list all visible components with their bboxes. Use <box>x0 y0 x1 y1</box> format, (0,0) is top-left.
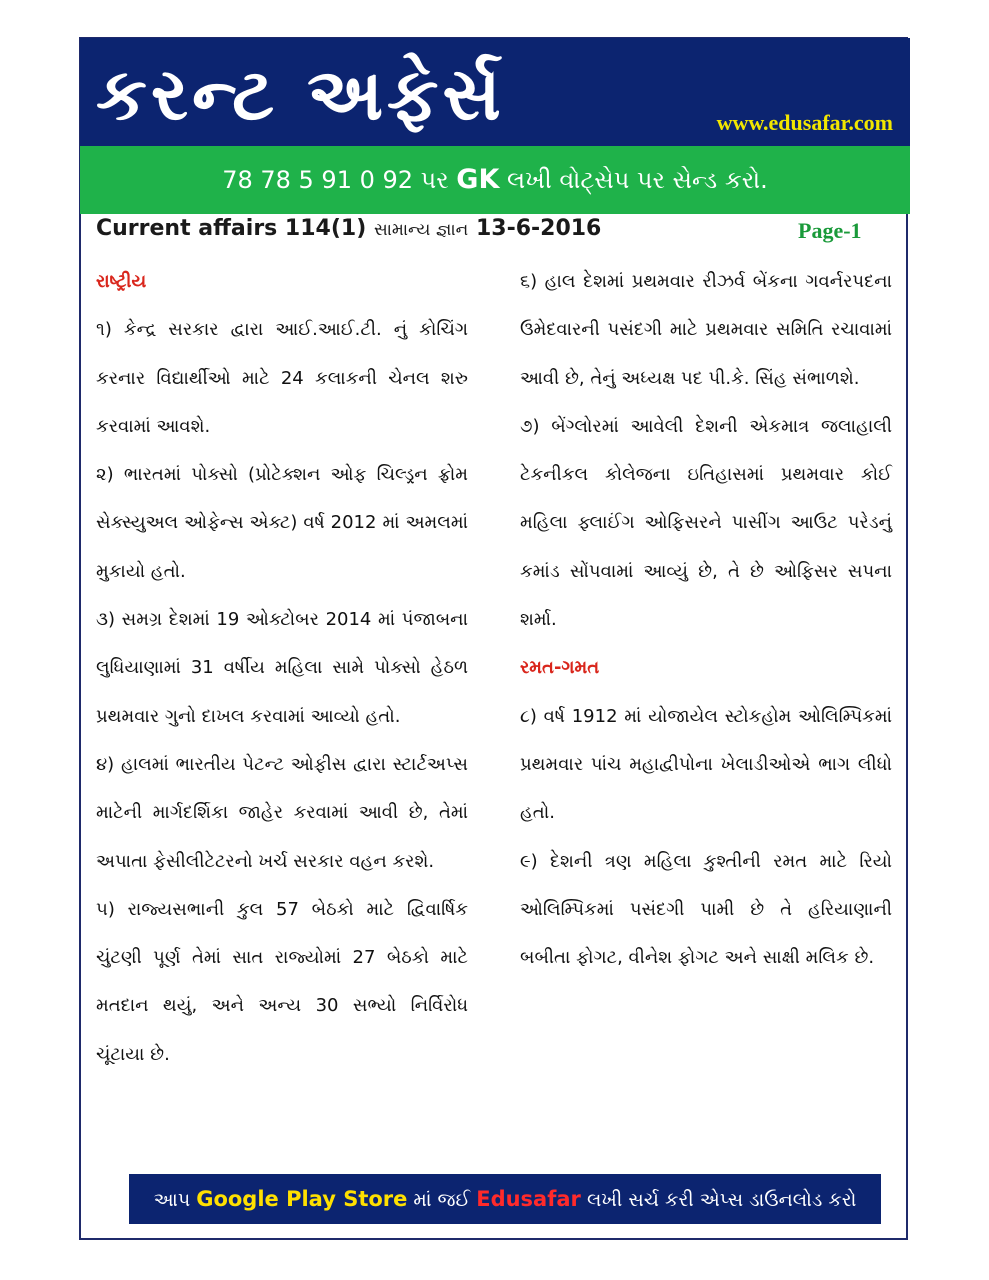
section-national-heading: રાષ્ટ્રીય <box>96 271 147 292</box>
whatsapp-instruction <box>80 146 910 214</box>
news-item-7: ૭) બેંગ્લોરમાં આવેલી દેશની એકમાત્ર જલાહાલી ટેકનીકલ કોલેજના ઇતિહાસમાં પ્રથમવાર કોઈ મહિલા ફ્લાઈંગ ઓફિસરને પાસીંગ આઉટ પરેડનું કમાંડ સોંપવામાં આવ્યું છે, તે છે ઓફિસર સપના શર્મા. <box>520 415 892 631</box>
whatsapp-prefix: 78 78 5 91 0 92 પર <box>222 166 457 194</box>
gk-keyword: GK <box>456 164 500 195</box>
news-item-4: ૪) હાલમાં ભારતીય પેટન્ટ ઓફીસ દ્વારા સ્ટાર્ટઅપ્સ માટેની માર્ગદર્શિકા જાહેર કરવામાં આવી છે, તેમાં અપાતા ફેસીલીટેટરનો ખર્ચ સરકાર વહન કરશે. <box>96 753 468 872</box>
section-sports-heading: રમત-ગમત <box>520 657 600 679</box>
news-item-2: ૨) ભારતમાં પોક્સો (પ્રોટેક્શન ઓફ ચિલ્ડ્રન ફ્રોમ સેક્સ્યુઅલ ઓફેન્સ એક્ટ) વર્ષ 2012 માં અમલમાં મુકાયો હતો. <box>96 464 468 582</box>
news-item-6: ૬) હાલ દેશમાં પ્રથમવાર રીઝર્વ બેંકના ગવર્નરપદના ઉમેદવારની પસંદગી માટે પ્રથમવાર સમિતિ રચાવામાં આવી છે, તેનું અધ્યક્ષ પદ પી.કે. સિંહ સંભાળશે. <box>520 271 892 389</box>
google-play-store-label: Google Play Store <box>196 1187 408 1211</box>
left-column <box>96 258 468 1079</box>
footer-mid: માં જઈ <box>407 1189 477 1211</box>
news-item-1: ૧) કેન્દ્ર સરકાર દ્વારા આઈ.આઈ.ટી. નું કોચિંગ કરનાર વિદ્યાર્થીઓ માટે 24 કલાકની ચેનલ શરુ કરવામાં આવશે. <box>96 319 468 437</box>
issue-label: Current affairs 114(1) <box>96 216 367 241</box>
edusafar-brand: Edusafar <box>476 1187 581 1211</box>
news-item-9: ૯) દેશની ત્રણ મહિલા કુશ્તીની રમત માટે રિયો ઓલિમ્પિકમાં પસંદગી પામી છે તે હરિયાણાની બબીતા ફોગટ, વીનેશ ફોગટ અને સાક્ષી મલિક છે. <box>520 850 892 969</box>
whatsapp-suffix: લખી વોટ્સેપ પર સેન્ડ કરો. <box>499 166 768 194</box>
page-number: Page-1 <box>798 218 862 243</box>
news-item-3: ૩) સમગ્ર દેશમાં 19 ઓક્ટોબર 2014 માં પંજાબના લુધિયાણામાં 31 વર્ષીય મહિલા સામે પોક્સો હેઠળ પ્રથમવાર ગુનો દાખલ કરવામાં આવ્યો હતો. <box>96 609 468 727</box>
issue-heading <box>96 216 601 241</box>
news-item-8: ૮) વર્ષ 1912 માં યોજાયેલ સ્ટોકહોમ ઓલિમ્પિકમાં પ્રથમવાર પાંચ મહાદ્વીપોના ખેલાડીઓએ ભાગ લીધો હતો. <box>520 705 892 824</box>
issue-guj-label: સામાન્ય જ્ઞાન <box>373 220 469 240</box>
website-url[interactable]: www.edusafar.com <box>716 110 893 135</box>
page-title: કરન્ટ અફેર્સ <box>96 52 505 136</box>
news-item-5: ૫) રાજ્યસભાની કુલ 57 બેઠકો માટે દ્વિવાર્ષિક ચુંટણી પૂર્ણ તેમાં સાત રાજ્યોમાં 27 બેઠકો માટે મતદાન થયું, અને અન્ય 30 સભ્યો નિર્વિરોધ ચૂંટાયા છે. <box>96 898 468 1065</box>
right-column <box>520 258 892 982</box>
app-download-banner[interactable] <box>129 1174 881 1224</box>
issue-date: 13-6-2016 <box>475 216 602 241</box>
footer-pre: આપ <box>153 1189 197 1211</box>
footer-post: લખી સર્ચ કરી એપ્સ ડાઉનલોડ કરો <box>580 1189 857 1211</box>
